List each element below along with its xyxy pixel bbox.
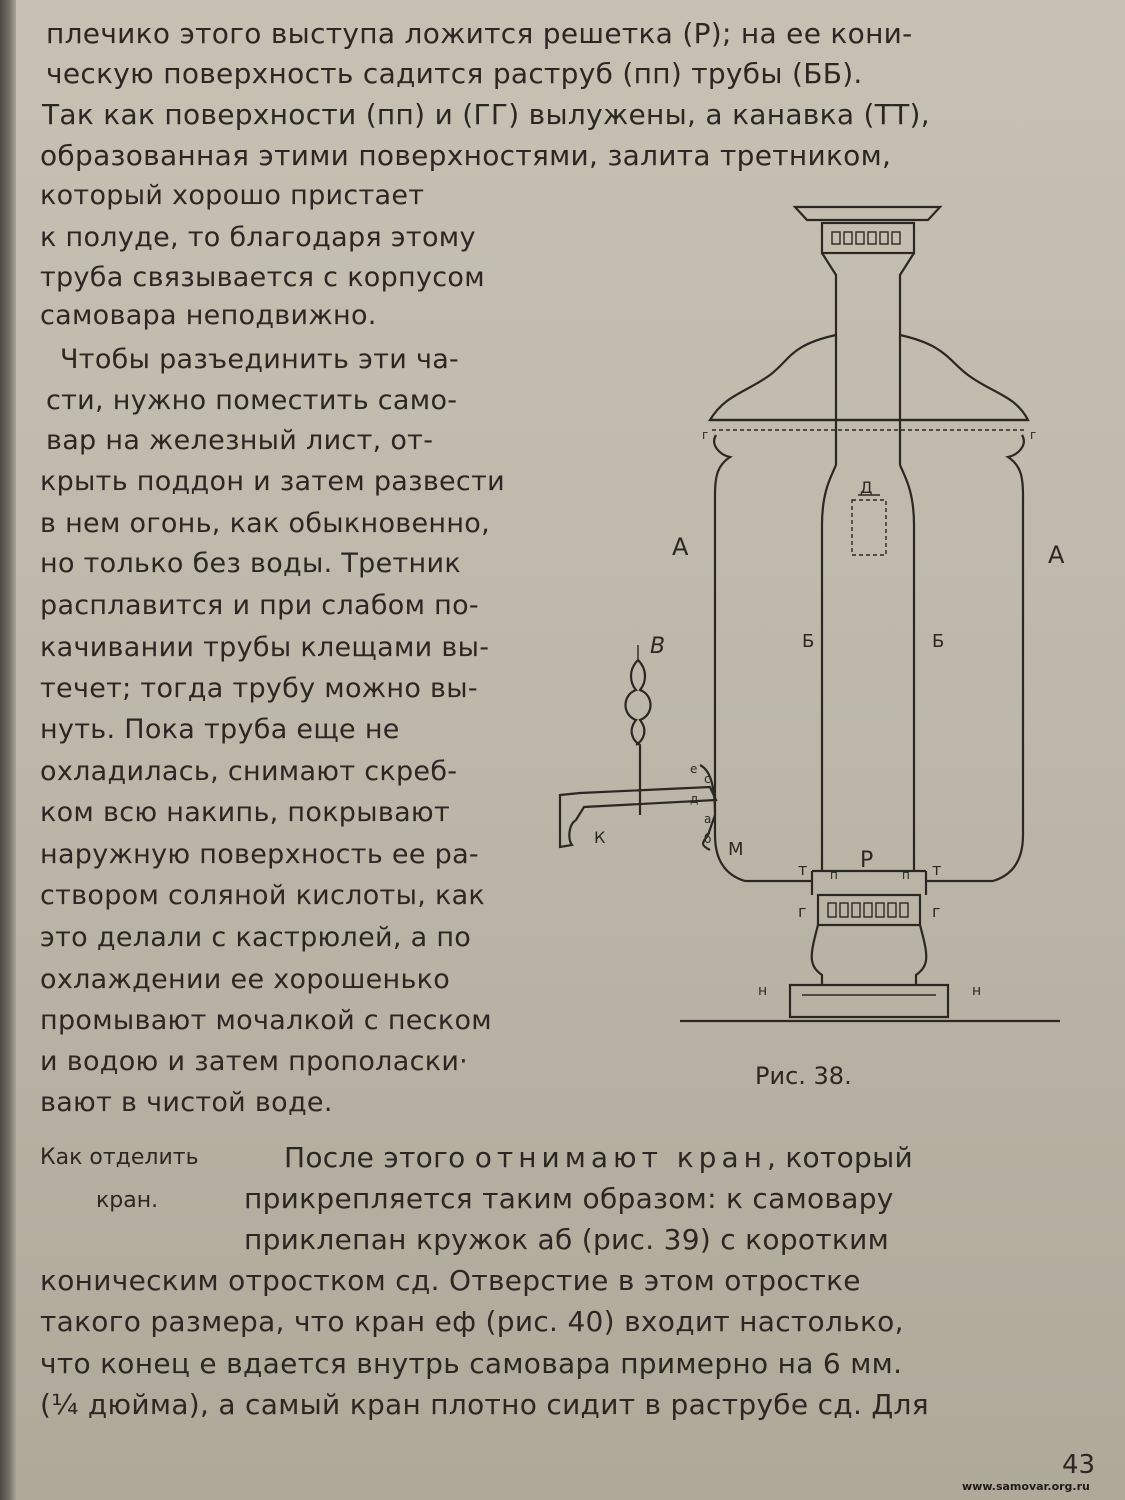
text-line: труба связывается с корпусом	[40, 262, 485, 293]
base-grate-holes	[828, 903, 908, 917]
crown-grate-holes	[832, 232, 900, 244]
text-line: промывают мочалкой с песком	[40, 1005, 492, 1036]
watermark-text: www.samovar.org.ru	[962, 1480, 1090, 1493]
label-b-right: Б	[932, 631, 945, 652]
text-line: расплавится и при слабом по-	[40, 590, 479, 621]
body-left-wall	[714, 435, 815, 881]
text-line: створом соляной кислоты, как	[40, 880, 486, 911]
book-spine	[0, 0, 16, 1500]
text-line: приклепан кружок аб (рис. 39) с коротким	[244, 1223, 890, 1256]
chimney-tube	[822, 465, 914, 871]
label-e: е	[690, 762, 698, 776]
text-line: охладилась, снимают скреб-	[40, 756, 458, 787]
chimney-neck	[822, 253, 914, 465]
label-p: Р	[860, 848, 874, 873]
text-line: коническим отростком сд. Отверстие в этом отростке	[40, 1264, 861, 1297]
label-b-left: Б	[802, 631, 815, 652]
margin-note-line: Как отделить	[40, 1145, 199, 1170]
label-k: К	[594, 828, 606, 847]
label-t-left: т	[798, 860, 808, 879]
label-b: б	[704, 832, 712, 846]
text-line: Чтобы разъединить эти ча-	[60, 344, 460, 375]
label-d: Д	[860, 478, 873, 497]
body-right-wall	[926, 435, 1024, 881]
text-span: После этого	[284, 1141, 475, 1174]
samovar-diagram	[540, 195, 1100, 1040]
lid	[710, 335, 1028, 420]
label-g2-left: г	[702, 428, 709, 442]
figure-caption: Рис. 38.	[755, 1062, 852, 1090]
label-c: с	[704, 772, 711, 786]
text-line: что конец е вдается внутрь самовара примерно на 6 мм.	[40, 1347, 903, 1380]
label-n-right: п	[902, 868, 910, 882]
text-line: Так как поверхности (пп) и (ГГ) вылужены, а канавка (ТТ),	[42, 98, 930, 131]
text-line: охлаждении ее хорошенько	[40, 964, 451, 995]
crown-rim	[795, 207, 940, 220]
text-line: самовара неподвижно.	[40, 300, 377, 331]
text-span: , который	[766, 1141, 914, 1174]
text-line: вар на железный лист, от-	[46, 425, 434, 456]
label-v: В	[650, 634, 666, 659]
text-line: (¼ дюйма), а самый кран плотно сидит в раструбе сд. Для	[40, 1388, 929, 1421]
text-line: плечико этого выступа ложится решетка (Р); на ее кони-	[46, 17, 913, 50]
label-m: М	[728, 839, 744, 860]
stand-neck	[812, 925, 927, 985]
text-line: течет; тогда трубу можно вы-	[40, 673, 478, 704]
text-line: образованная этими поверхностями, залита третником,	[40, 139, 892, 172]
label-t-right: т	[932, 860, 942, 879]
label-n2-right: н	[972, 983, 982, 999]
text-line: наружную поверхность ее ра-	[40, 839, 479, 870]
page-number: 43	[1062, 1450, 1096, 1480]
dashed-part-d	[852, 500, 886, 555]
text-line: вают в чистой воде.	[40, 1087, 333, 1118]
text-line: качивании трубы клещами вы-	[40, 632, 490, 663]
text-line: нуть. Пока труба еще не	[40, 714, 400, 745]
stand-base	[790, 985, 948, 1017]
label-n-left: п	[830, 868, 838, 882]
spaced-emphasis: отнимают кран	[474, 1141, 767, 1174]
text-line: который хорошо пристает	[40, 180, 425, 211]
text-line: ком всю накипь, покрывают	[40, 797, 450, 828]
tap-handle-right	[636, 660, 651, 745]
text-line: такого размера, что кран еф (рис. 40) входит настолько,	[40, 1305, 904, 1338]
text-line: крыть поддон и затем развести	[40, 466, 505, 497]
label-n2-left: н	[758, 983, 768, 999]
text-line: но только без воды. Третник	[40, 548, 461, 579]
text-line: в нем огонь, как обыкновенно,	[40, 508, 491, 539]
text-line: к полуде, то благодаря этому	[40, 222, 476, 253]
label-a-right: А	[1048, 541, 1065, 569]
label-g2-right: г	[1030, 428, 1037, 442]
base-grate	[818, 895, 920, 925]
text-line: это делали с кастрюлей, а по	[40, 922, 472, 953]
label-a-left: А	[672, 533, 689, 561]
label-g-left: г	[798, 902, 807, 921]
text-line: и водою и затем прополаски·	[40, 1046, 469, 1077]
label-d-small: д	[690, 792, 699, 806]
text-line	[284, 1142, 913, 1174]
label-a: а	[704, 812, 712, 826]
margin-note-line: кран.	[96, 1188, 159, 1213]
text-line: ческую поверхность садится раструб (пп) трубы (ББ).	[46, 57, 863, 90]
text-line: прикрепляется таким образом: к самовару	[244, 1182, 894, 1215]
text-line: сти, нужно поместить само-	[46, 385, 458, 416]
label-g-right: г	[932, 902, 941, 921]
